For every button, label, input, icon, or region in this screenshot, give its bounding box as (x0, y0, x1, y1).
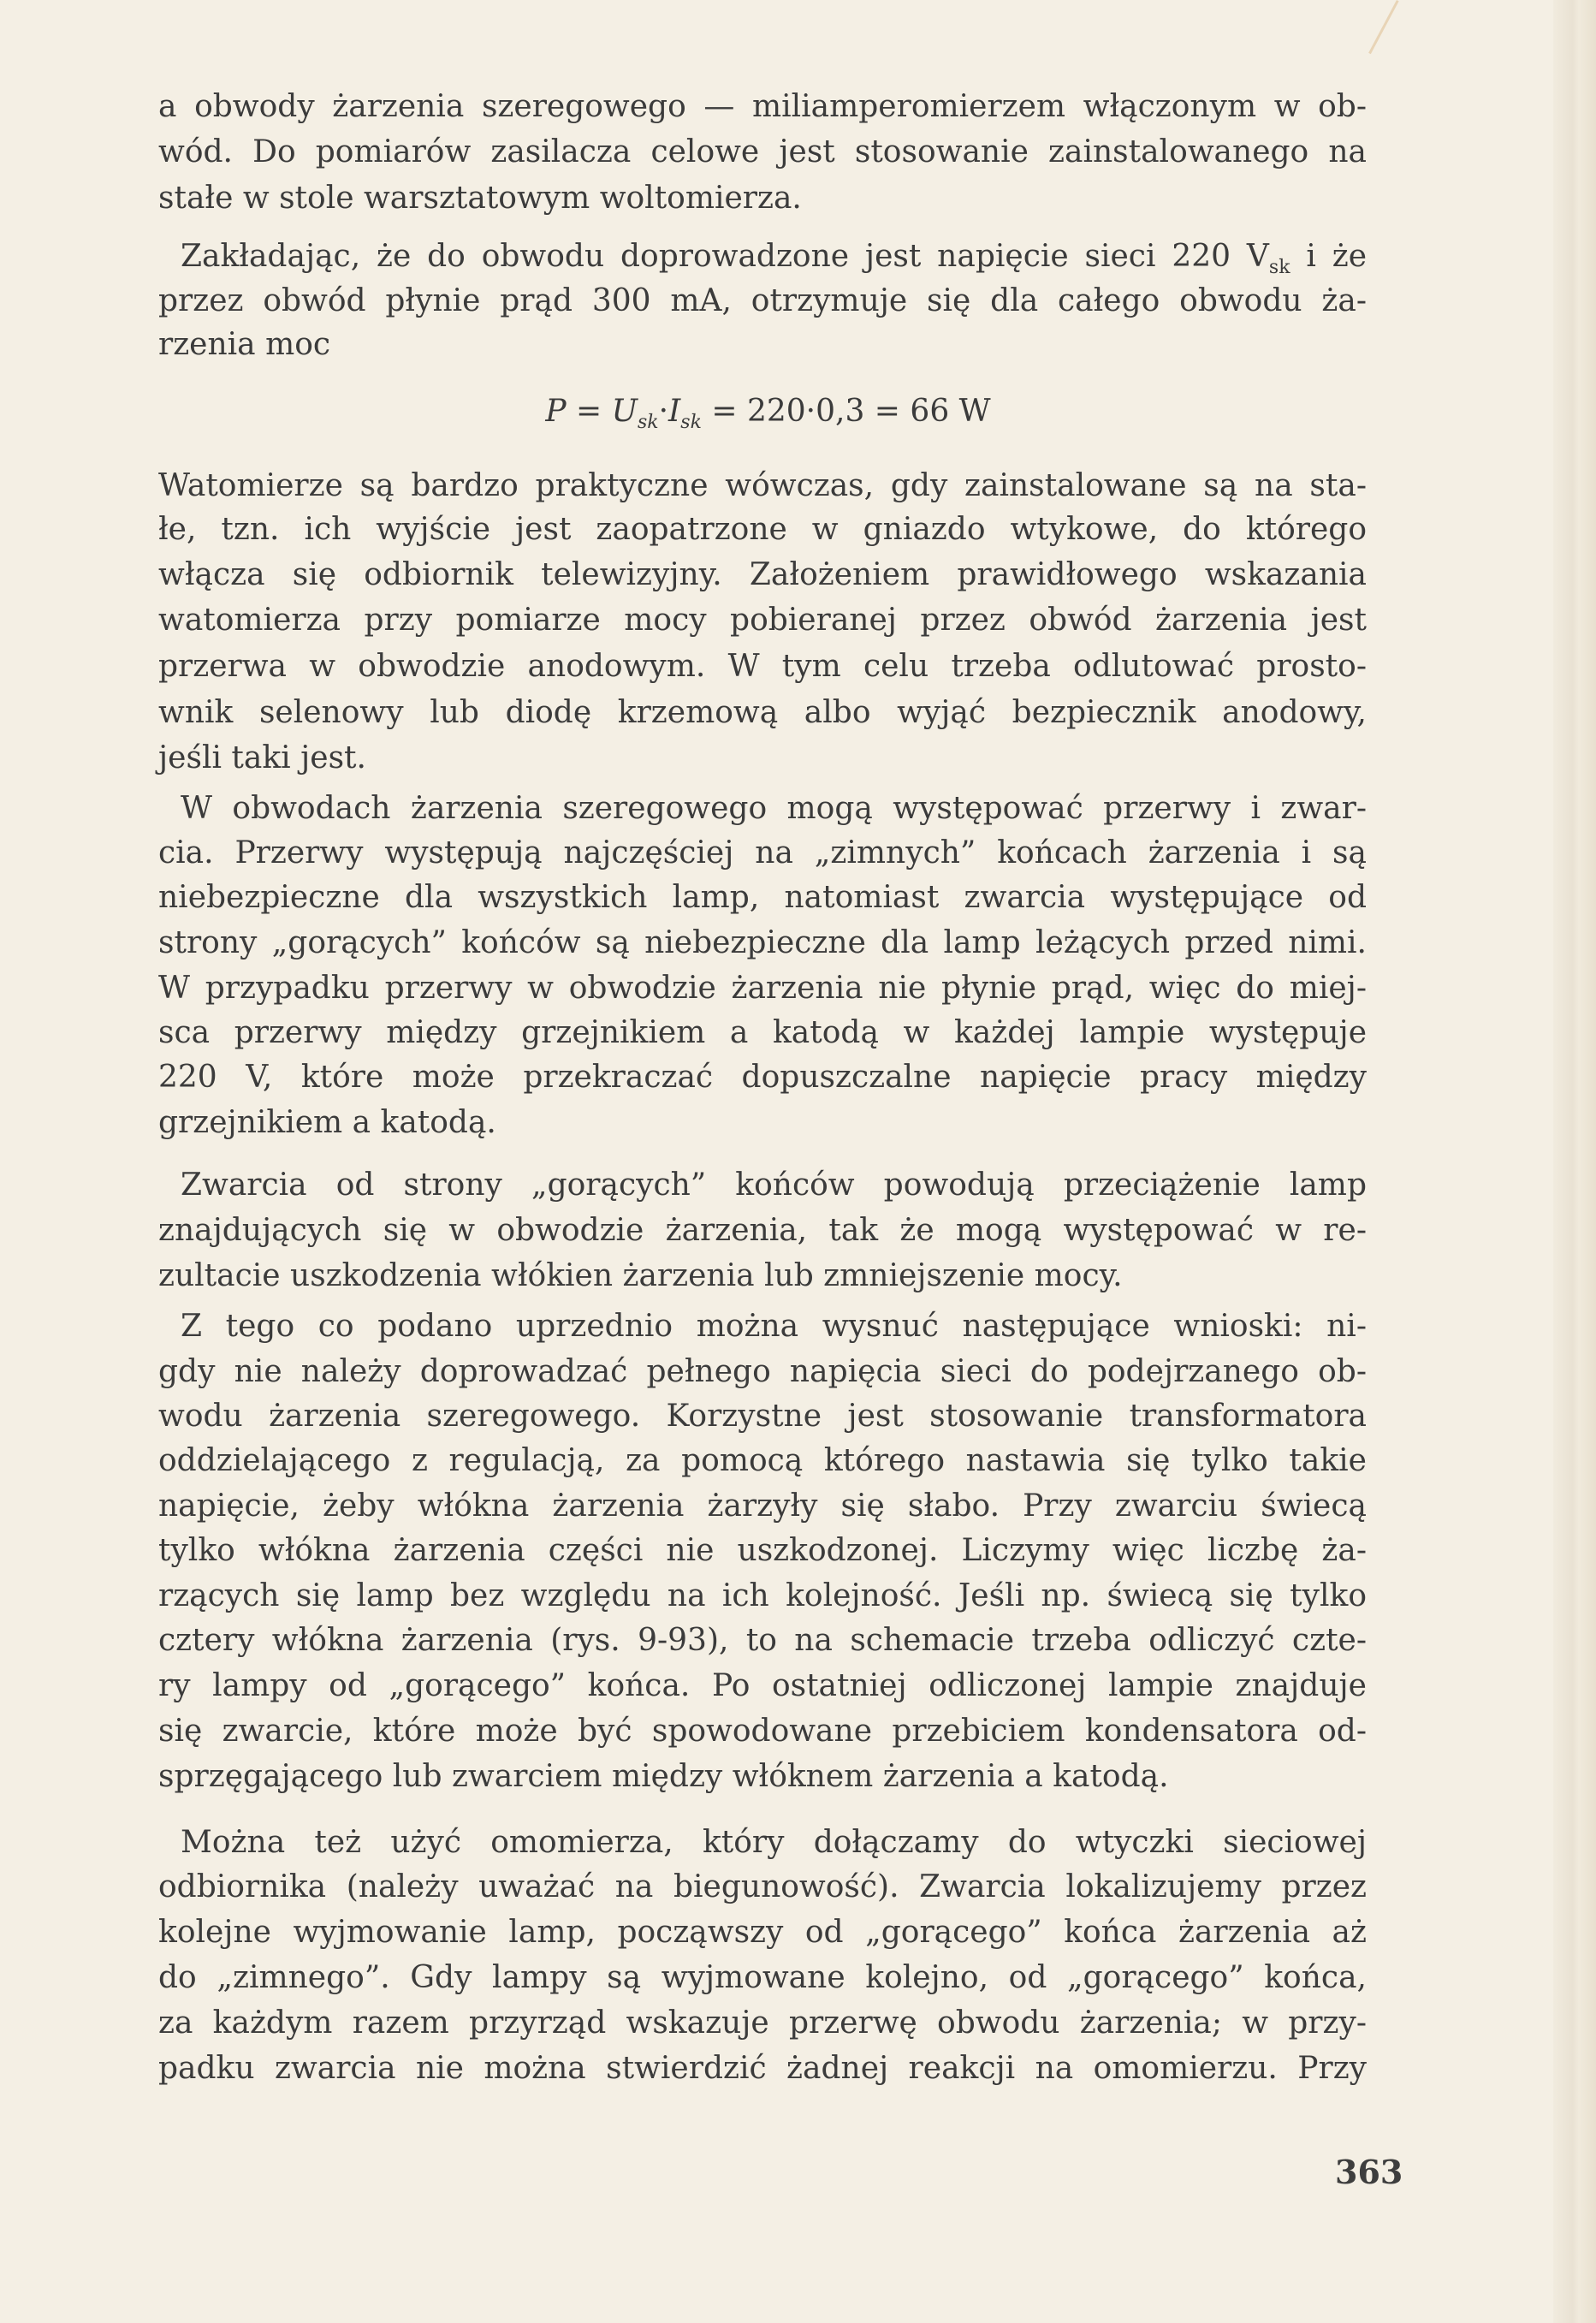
formula-u: U (611, 394, 638, 429)
text-line: Zwarcia od strony „gorących” końców powodują przeciążenie lamp (181, 1167, 1367, 1203)
text-line: ry lampy od „gorącego” końca. Po ostatniej odliczonej lampie znajduje (158, 1668, 1367, 1703)
formula-i-sub: sk (680, 412, 702, 434)
formula-p: P (545, 394, 567, 429)
text-line: W przypadku przerwy w obwodzie żarzenia nie płynie prąd, więc do miej- (158, 971, 1367, 1006)
text-line: Z tego co podano uprzednio można wysnuć następujące wnioski: ni- (181, 1309, 1367, 1344)
text-span: i że (1290, 239, 1368, 274)
text-line: Można też użyć omomierza, który dołączamy do wtyczki sieciowej (181, 1825, 1367, 1860)
text-line: padku zwarcia nie można stwierdzić żadnej reakcji na omomierzu. Przy (158, 2051, 1367, 2086)
text-line: rzących się lamp bez względu na ich kolejność. Jeśli np. świecą się tylko (158, 1578, 1367, 1613)
text-line: zultacie uszkodzenia włókien żarzenia lub zmniejszenie mocy. (158, 1258, 1123, 1293)
text-line: a obwody żarzenia szeregowego — miliamperomierzem włączonym w ob- (158, 89, 1367, 124)
text-line: odbiornika (należy uważać na biegunowość). Zwarcia lokalizujemy przez (158, 1869, 1367, 1904)
text-line: za każdym razem przyrząd wskazuje przerwę obwodu żarzenia; w przy- (158, 2005, 1367, 2041)
text-line: łe, tzn. ich wyjście jest zaopatrzone w gniazdo wtykowe, do którego (158, 512, 1367, 547)
text-line: 220 V, które może przekraczać dopuszczalne napięcie pracy między (158, 1060, 1367, 1095)
text-line: grzejnikiem a katodą. (158, 1105, 496, 1140)
text-line: napięcie, żeby włókna żarzenia żarzyły się słabo. Przy zwarciu świecą (158, 1488, 1367, 1524)
text-line: wód. Do pomiarów zasilacza celowe jest stosowanie zainstalowanego na (158, 134, 1367, 169)
text-line: strony „gorących” końców są niebezpieczne dla lamp leżących przed nimi. (158, 925, 1367, 960)
power-formula (0, 390, 1596, 444)
text-line: cia. Przerwy występują najczęściej na „zimnych” końcach żarzenia i są (158, 835, 1367, 870)
text-line: tylko włókna żarzenia części nie uszkodzonej. Liczymy więc liczbę ża- (158, 1533, 1367, 1568)
text-line: niebezpieczne dla wszystkich lamp, natomiast zwarcia występujące od (158, 880, 1367, 915)
page-number: 363 (1335, 2153, 1403, 2191)
formula-i: I (668, 394, 681, 429)
text-line: znajdujących się w obwodzie żarzenia, tak że mogą występować w re- (158, 1213, 1367, 1248)
text-span: Zakładając, że do obwodu doprowadzone jest napięcie sieci 220 V (181, 239, 1269, 274)
page-gutter-shadow (1553, 0, 1596, 2323)
text-line: się zwarcie, które może być spowodowane przebiciem kondensatora od- (158, 1714, 1367, 1749)
text-line: włącza się odbiornik telewizyjny. Założeniem prawidłowego wskazania (158, 557, 1367, 592)
text-line: stałe w stole warsztatowym woltomierza. (158, 181, 802, 216)
text-line: kolejne wyjmowanie lamp, począwszy od „gorącego” końca żarzenia aż (158, 1915, 1367, 1950)
subscript-sk: sk (1268, 257, 1290, 279)
text-line: sca przerwy między grzejnikiem a katodą w każdej lampie występuje (158, 1015, 1367, 1050)
text-line: przez obwód płynie prąd 300 mA, otrzymuje się dla całego obwodu ża- (158, 283, 1367, 318)
formula-rhs: = 220·0,3 = 66 W (701, 394, 991, 429)
paper-scratch-mark (1368, 0, 1399, 54)
text-line: przerwa w obwodzie anodowym. W tym celu trzeba odlutować prosto- (158, 649, 1367, 684)
text-line: wnik selenowy lub diodę krzemową albo wyjąć bezpiecznik anodowy, (158, 695, 1367, 730)
text-line (181, 235, 1367, 278)
text-line: jeśli taki jest. (158, 740, 366, 775)
text-line: gdy nie należy doprowadzać pełnego napięcia sieci do podejrzanego ob- (158, 1354, 1367, 1389)
formula-u-sub: sk (637, 412, 659, 434)
text-line: cztery włókna żarzenia (rys. 9-93), to na schemacie trzeba odliczyć czte- (158, 1623, 1367, 1658)
formula-dot: · (658, 394, 669, 429)
text-line: Watomierze są bardzo praktyczne wówczas, gdy zainstalowane są na sta- (158, 468, 1367, 503)
text-line: do „zimnego”. Gdy lampy są wyjmowane kolejno, od „gorącego” końca, (158, 1960, 1367, 1995)
text-line: wodu żarzenia szeregowego. Korzystne jest stosowanie transformatora (158, 1399, 1367, 1434)
formula-eq: = (566, 394, 612, 429)
text-line: sprzęgającego lub zwarciem między włóknem żarzenia a katodą. (158, 1759, 1169, 1794)
text-line: rzenia moc (158, 327, 331, 362)
text-line: watomierza przy pomiarze mocy pobieranej przez obwód żarzenia jest (158, 603, 1367, 638)
text-line: oddzielającego z regulacją, za pomocą którego nastawia się tylko takie (158, 1443, 1367, 1478)
text-line: W obwodach żarzenia szeregowego mogą występować przerwy i zwar- (181, 791, 1367, 826)
